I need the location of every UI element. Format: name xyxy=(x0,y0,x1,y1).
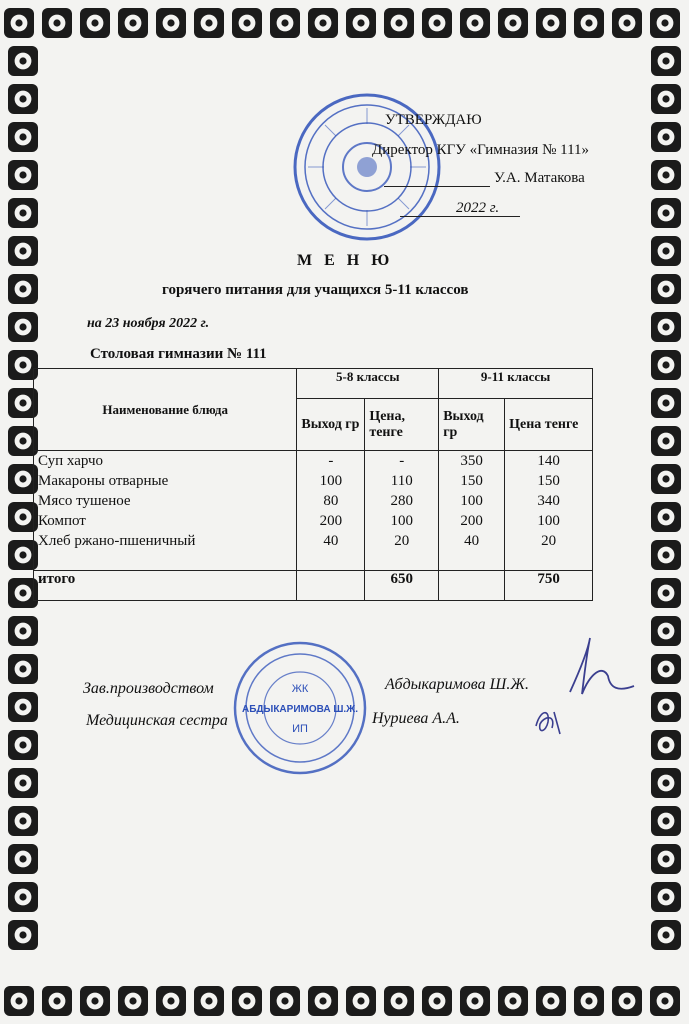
price-9-11-value: 150 xyxy=(537,473,560,489)
yield-5-8-value: 200 xyxy=(319,513,343,529)
yield-5-8-value: 80 xyxy=(323,493,339,509)
role-production-head: Зав.производством xyxy=(83,680,214,697)
yield-5-8-value: 100 xyxy=(319,473,343,489)
dish-name: Суп харчо xyxy=(38,453,104,469)
yield-5-8-column xyxy=(297,451,365,571)
yield-9-11-column xyxy=(439,451,505,571)
decorative-border-right xyxy=(643,0,689,1024)
price-9-11-column xyxy=(505,451,593,571)
decorative-border-bottom xyxy=(0,978,689,1024)
decorative-border-top xyxy=(0,0,689,46)
yield-5-8-value: - xyxy=(328,453,334,469)
total-5-8: 650 xyxy=(365,571,439,601)
handwritten-signature-1 xyxy=(560,630,640,705)
dish-name: Мясо тушеное xyxy=(38,493,131,509)
name-production-head: Абдыкаримова Ш.Ж. xyxy=(385,676,529,693)
dish-column xyxy=(34,451,297,571)
role-nurse: Медицинская сестра xyxy=(86,712,228,729)
stamp-line-3: ИП xyxy=(292,723,308,735)
signature-line xyxy=(384,186,490,187)
price-header-5-8: Цена, тенге xyxy=(365,399,439,451)
price-9-11-value: 100 xyxy=(537,513,560,529)
stamp-line-1: ЖК xyxy=(291,683,309,695)
group-5-8-header: 5-8 классы xyxy=(297,369,439,399)
price-9-11-value: 20 xyxy=(541,533,557,549)
price-header-9-11: Цена тенге xyxy=(505,399,593,451)
price-5-8-value: 110 xyxy=(390,473,413,489)
approval-year: 2022 г. xyxy=(456,200,500,216)
yield-9-11-value: 150 xyxy=(460,473,483,489)
stamp-line-2: АБДЫКАРИМОВА Ш.Ж. xyxy=(242,704,358,715)
price-9-11-value: 140 xyxy=(537,453,560,469)
yield-header-5-8: Выход гр xyxy=(297,399,365,451)
dish-name: Хлеб ржано-пшеничный xyxy=(38,533,196,549)
director-name: У.А. Матакова xyxy=(494,170,585,186)
total-empty-cell xyxy=(439,571,505,601)
total-empty-cell xyxy=(297,571,365,601)
entrepreneur-stamp xyxy=(232,640,368,781)
name-nurse: Нуриева А.А. xyxy=(372,710,460,727)
price-9-11-value: 340 xyxy=(537,493,560,509)
price-5-8-column xyxy=(365,451,439,571)
price-5-8-value: 280 xyxy=(390,493,413,509)
price-5-8-value: - xyxy=(399,453,405,469)
menu-table xyxy=(33,368,593,601)
yield-9-11-value: 100 xyxy=(460,493,483,509)
director-position: Директор КГУ «Гимназия № 111» xyxy=(372,142,590,158)
yield-9-11-value: 350 xyxy=(460,453,483,469)
menu-subtitle: горячего питания для учащихся 5-11 классов xyxy=(162,282,469,298)
menu-date: на 23 ноября 2022 г. xyxy=(87,316,210,331)
page-title: М Е Н Ю xyxy=(297,252,394,269)
dish-name: Макароны отварные xyxy=(38,473,169,489)
approve-word: УТВЕРЖДАЮ xyxy=(385,112,482,128)
yield-5-8-value: 40 xyxy=(323,533,339,549)
canteen-name: Столовая гимназии № 111 xyxy=(90,346,267,362)
total-9-11: 750 xyxy=(505,571,593,601)
price-5-8-value: 20 xyxy=(394,533,410,549)
total-label: итого xyxy=(34,571,297,601)
handwritten-signature-2 xyxy=(530,700,570,745)
group-9-11-header: 9-11 классы xyxy=(439,369,593,399)
price-5-8-value: 100 xyxy=(390,513,413,529)
dish-header: Наименование блюда xyxy=(34,369,297,451)
dish-name: Компот xyxy=(38,513,86,529)
yield-header-9-11: Выход гр xyxy=(439,399,505,451)
yield-9-11-value: 40 xyxy=(464,533,480,549)
yield-9-11-value: 200 xyxy=(460,513,483,529)
